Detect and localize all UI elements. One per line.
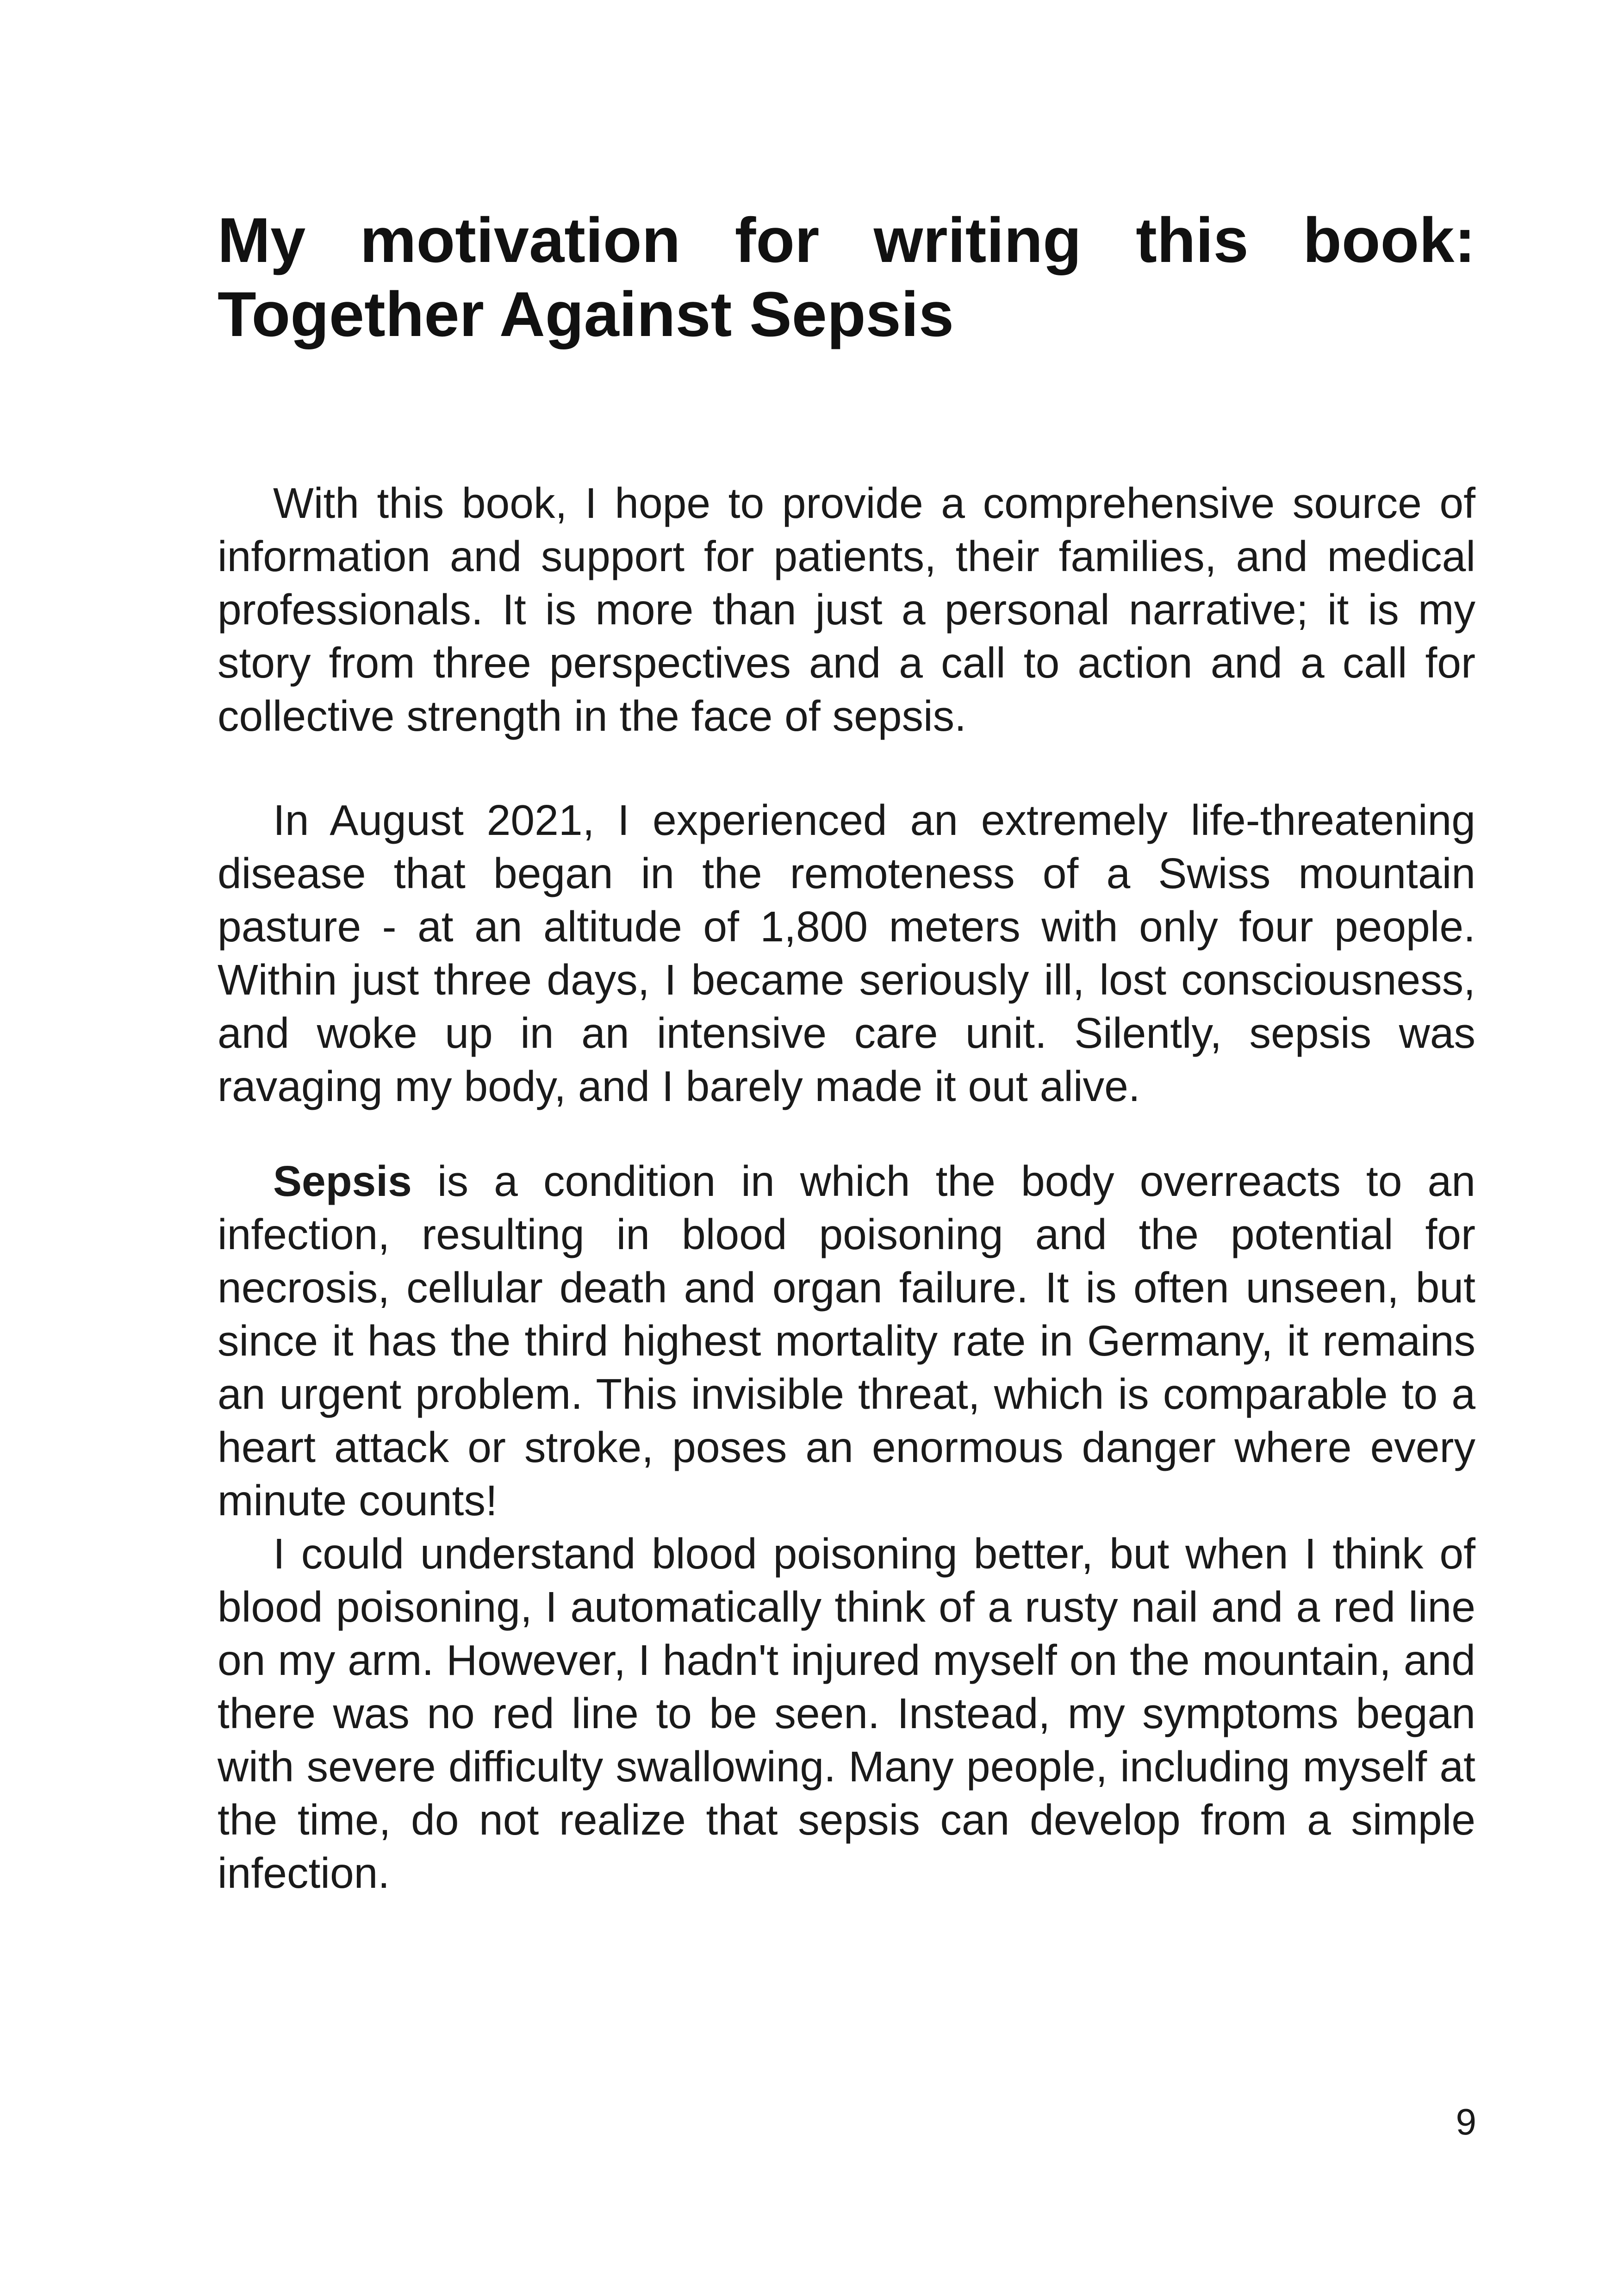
sepsis-definition-text: is a condition in which the body overreacts to an infection, resulting in blood poisoning and the potential for necrosis, cellular death and organ failure. It is often unseen, but since it has the third highest mortality rate in Germany, it remains an urgent problem. This invisible threat, which is comparable to a heart attack or stroke, poses an enormous danger where every minute counts! xyxy=(218,1157,1475,1524)
paragraph-august-2021: In August 2021, I experienced an extremely life-threatening disease that began in the remoteness of a Swiss mountain pasture - at an altitude of 1,800 meters with only four people. Within just three days, I became seriously ill, lost consciousness, and woke up in an intensive care unit. Silently, sepsis was ravaging my body, and I barely made it out alive. xyxy=(218,796,1475,1110)
page-content xyxy=(218,204,1475,1900)
paragraph-book-purpose: With this book, I hope to provide a comprehensive source of information and support for patients, their families, and medical professionals. It is more than just a personal narrative; it is my story from three perspectives and a call to action and a call for collective strength in the face of sepsis. xyxy=(218,479,1475,740)
chapter-title: My motivation for writing this book: Together Against Sepsis xyxy=(218,205,1475,350)
paragraph-blood-poisoning: I could understand blood poisoning better, but when I think of blood poisoning, I automatically think of a rusty nail and a red line on my arm. However, I hadn't injured myself on the mountain, and there was no red line to be seen. Instead, my symptoms began with severe difficulty swallowing. Many people, including myself at the time, do not realize that sepsis can develop from a simple infection. xyxy=(218,1530,1475,1897)
paragraph-sepsis-definition xyxy=(218,1155,1475,1527)
body-text xyxy=(218,477,1475,1900)
sepsis-term: Sepsis xyxy=(273,1157,412,1205)
page-number: 9 xyxy=(1456,2101,1476,2142)
